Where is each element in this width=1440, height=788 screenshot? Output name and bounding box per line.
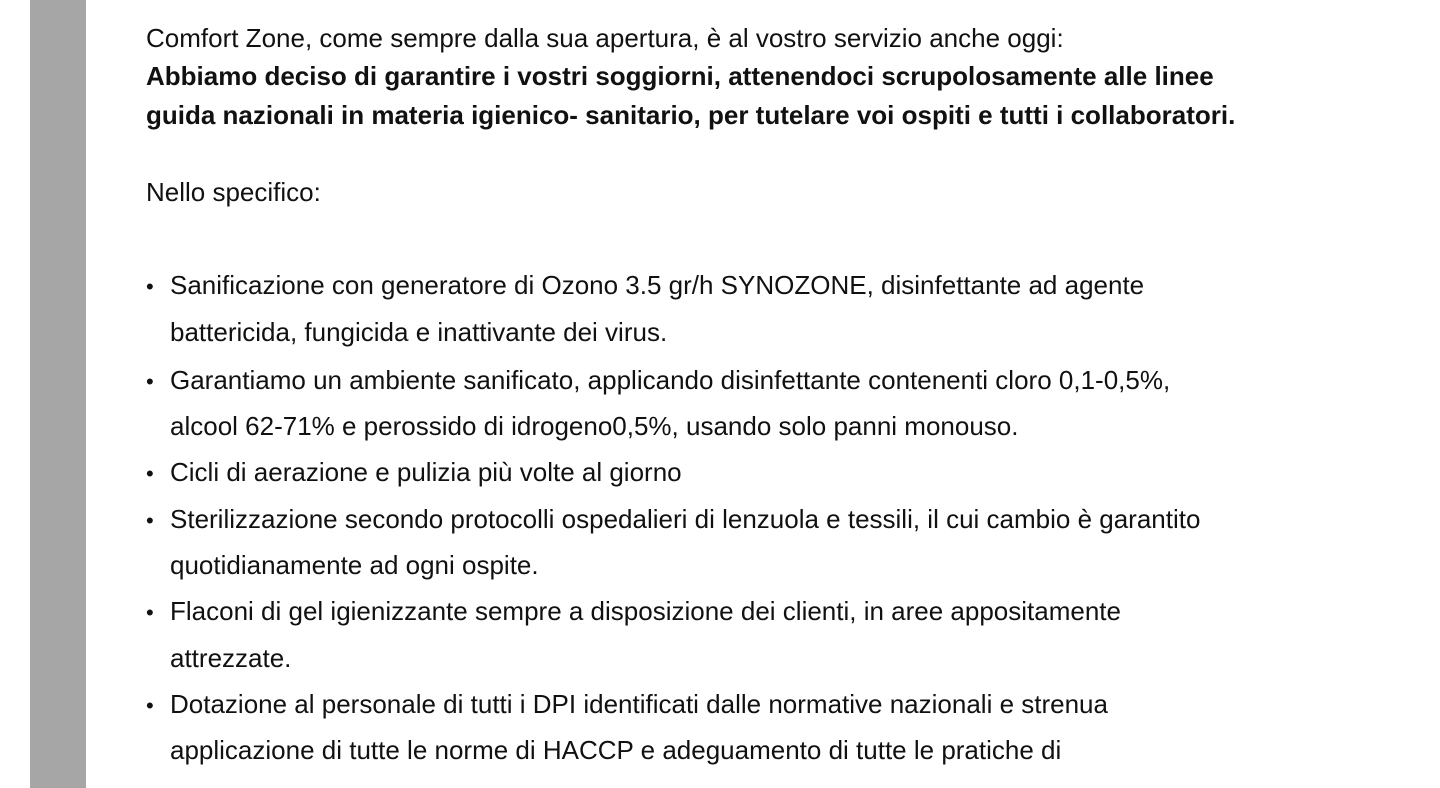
bullet-icon: • bbox=[146, 461, 154, 486]
list-item-line: quotidianamente ad ogni ospite. bbox=[170, 550, 539, 580]
bullet-icon: • bbox=[146, 369, 154, 394]
bullet-icon: • bbox=[146, 600, 154, 625]
list-item-line: attrezzate. bbox=[170, 643, 292, 673]
intro-text: Comfort Zone, come sempre dalla sua apertura, è al vostro servizio anche oggi: bbox=[146, 23, 1064, 53]
list-item-line: Dotazione al personale di tutti i DPI identificati dalle normative nazionali e strenua bbox=[170, 689, 1108, 719]
bullet-icon: • bbox=[146, 508, 154, 533]
specific-heading: Nello specifico: bbox=[146, 177, 321, 207]
list-item-line: Cicli di aerazione e pulizia più volte al giorno bbox=[170, 457, 682, 487]
list-item-line: Garantiamo un ambiente sanificato, applicando disinfettante contenenti cloro 0,1-0,5%, bbox=[170, 365, 1171, 395]
list-item-line: alcool 62-71% e perossido di idrogeno0,5%, usando solo panni monouso. bbox=[170, 411, 1019, 441]
bold-statement-line-2: guida nazionali in materia igienico- sanitario, per tutelare voi ospiti e tutti i collaboratori. bbox=[146, 100, 1236, 130]
left-margin-bar bbox=[30, 0, 86, 788]
bullet-icon: • bbox=[146, 693, 154, 718]
bullet-icon: • bbox=[146, 274, 154, 299]
list-item-line: Flaconi di gel igienizzante sempre a disposizione dei clienti, in aree appositamente bbox=[170, 596, 1121, 626]
list-item-line: battericida, fungicida e inattivante dei virus. bbox=[170, 317, 668, 347]
list-item-line: Sterilizzazione secondo protocolli ospedalieri di lenzuola e tessili, il cui cambio è garantito bbox=[170, 504, 1201, 534]
bold-statement-line-1: Abbiamo deciso di garantire i vostri soggiorni, attenendoci scrupolosamente alle linee bbox=[146, 61, 1214, 91]
list-item-line: Sanificazione con generatore di Ozono 3.5 gr/h SYNOZONE, disinfettante ad agente bbox=[170, 270, 1145, 300]
list-item-line: applicazione di tutte le norme di HACCP e adeguamento di tutte le pratiche di bbox=[170, 735, 1062, 765]
